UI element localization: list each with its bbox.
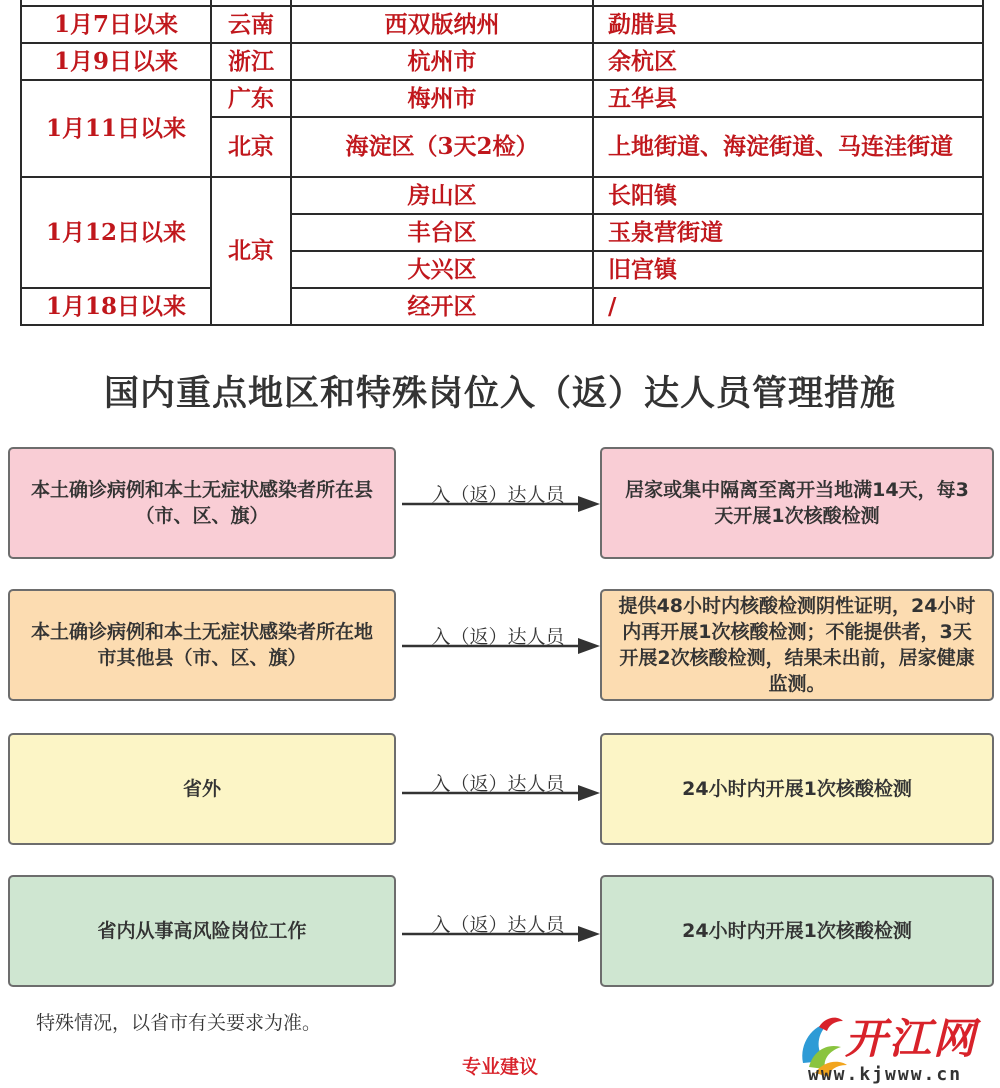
source-box: 本土确诊病例和本土无症状感染者所在县（市、区、旗） bbox=[8, 447, 396, 559]
area-cell: / bbox=[593, 288, 983, 325]
date-cell: 1月9日以来 bbox=[21, 43, 211, 80]
date-cell: 1月7日以来 bbox=[21, 6, 211, 43]
province-cell: 广东 bbox=[211, 80, 291, 117]
city-cell: 经开区 bbox=[291, 288, 593, 325]
province-cell: 北京 bbox=[211, 177, 291, 325]
table-row bbox=[21, 43, 983, 80]
area-cell: 玉泉营街道 bbox=[593, 214, 983, 251]
city-cell: 杭州市 bbox=[291, 43, 593, 80]
date-cell: 1月11日以来 bbox=[21, 80, 211, 177]
date-cell: 1月12日以来 bbox=[21, 177, 211, 288]
source-box: 省内从事高风险岗位工作 bbox=[8, 875, 396, 987]
arrow-right-icon bbox=[400, 494, 600, 514]
source-box: 本土确诊病例和本土无症状感染者所在地市其他县（市、区、旗） bbox=[8, 589, 396, 701]
source-box: 省外 bbox=[8, 733, 396, 845]
table-row bbox=[21, 80, 983, 117]
arrow-right-icon bbox=[400, 636, 600, 656]
area-cell: 上地街道、海淀街道、马连洼街道 bbox=[593, 117, 983, 177]
page-title: 国内重点地区和特殊岗位入（返）达人员管理措施 bbox=[103, 374, 896, 414]
measure-box: 提供48小时内核酸检测阴性证明，24小时内再开展1次核酸检测；不能提供者，3天开展2次核酸检测，结果未出前，居家健康监测。 bbox=[600, 589, 994, 701]
measure-box: 24小时内开展1次核酸检测 bbox=[600, 733, 994, 845]
arrow-label: 入（返）达人员 bbox=[431, 773, 565, 795]
footnote: 特殊情况，以省市有关要求为准。 bbox=[36, 1012, 322, 1034]
area-cell: 旧宫镇 bbox=[593, 251, 983, 288]
watermark-name: 开江网 bbox=[845, 1014, 978, 1063]
area-cell: 余杭区 bbox=[593, 43, 983, 80]
arrow-label: 入（返）达人员 bbox=[431, 484, 565, 506]
arrow-label: 入（返）达人员 bbox=[431, 914, 565, 936]
area-cell: 勐腊县 bbox=[593, 6, 983, 43]
area-cell: 长阳镇 bbox=[593, 177, 983, 214]
area-cell: 五华县 bbox=[593, 80, 983, 117]
table-row bbox=[21, 177, 983, 214]
measure-box: 居家或集中隔离至离开当地满14天，每3天开展1次核酸检测 bbox=[600, 447, 994, 559]
city-cell: 海淀区（3天2检） bbox=[291, 117, 593, 177]
table-row bbox=[21, 288, 983, 325]
arrow-label: 入（返）达人员 bbox=[431, 626, 565, 648]
date-cell: 1月18日以来 bbox=[21, 288, 211, 325]
city-cell: 大兴区 bbox=[291, 251, 593, 288]
table-row bbox=[21, 6, 983, 43]
province-cell: 浙江 bbox=[211, 43, 291, 80]
city-cell: 西双版纳州 bbox=[291, 6, 593, 43]
arrow-right-icon bbox=[400, 924, 600, 944]
arrow-right-icon bbox=[400, 783, 600, 803]
city-cell: 丰台区 bbox=[291, 214, 593, 251]
risk-area-table bbox=[20, 0, 984, 326]
province-cell: 云南 bbox=[211, 6, 291, 43]
watermark-url: www.kjwww.cn bbox=[808, 1064, 963, 1085]
province-cell: 北京 bbox=[211, 117, 291, 177]
credit-label: 专业建议 bbox=[461, 1056, 538, 1078]
city-cell: 房山区 bbox=[291, 177, 593, 214]
city-cell: 梅州市 bbox=[291, 80, 593, 117]
measure-box: 24小时内开展1次核酸检测 bbox=[600, 875, 994, 987]
